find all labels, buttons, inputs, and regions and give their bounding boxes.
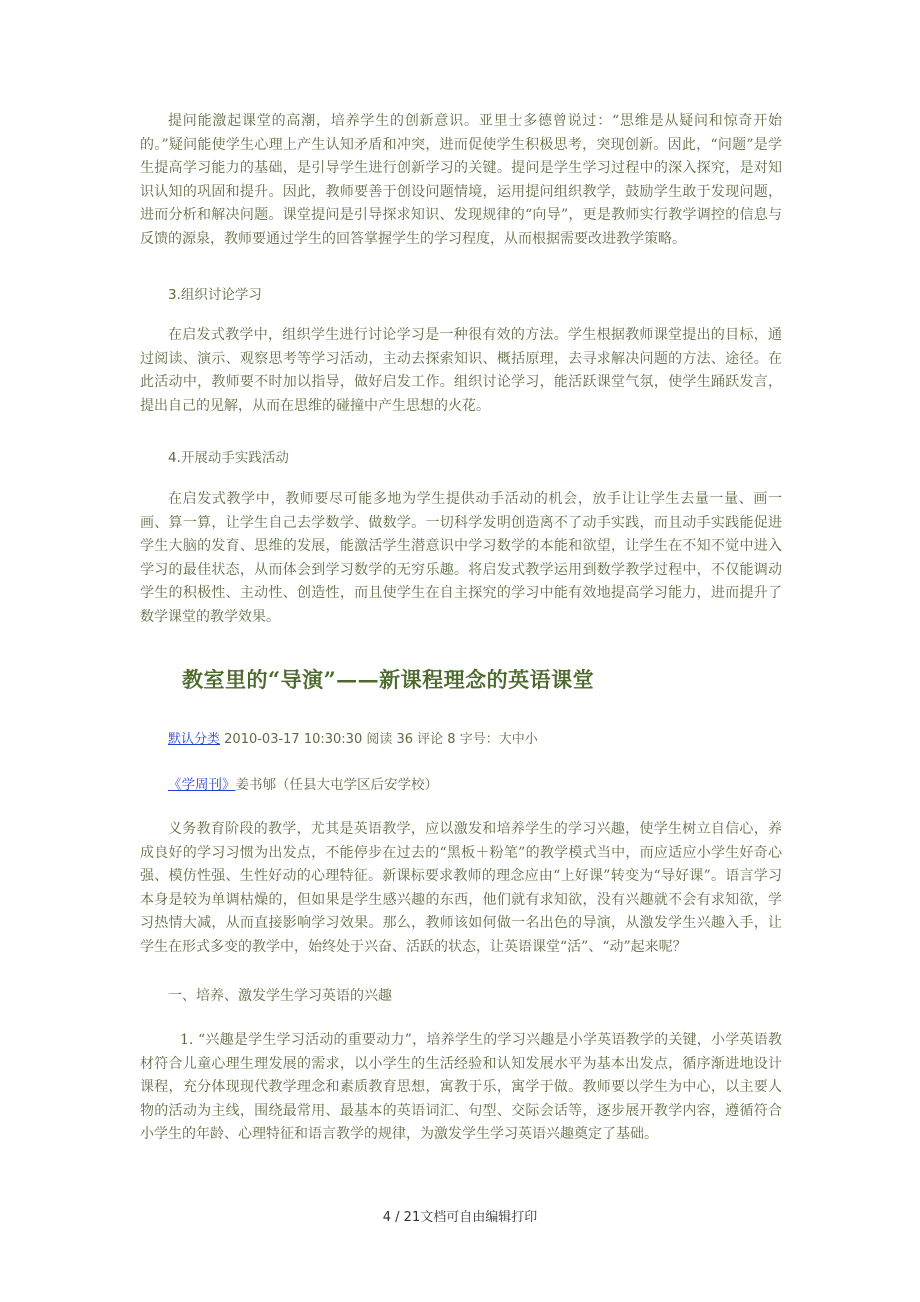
page-footer: 4 / 21文档可自由编辑打印 (382, 1210, 538, 1225)
paragraph-hands-on: 在启发式教学中，教师要尽可能多地为学生提供动手活动的机会，放手让让学生去量一量、画一画、算一算，让学生自己去学数学、做数学。一切科学发明创造离不了动手实践，而且动手实践能促进学生大脑的发育、思维的发展，能激活学生潜意识中学习数学的本能和欲望，让学生在不知不觉中进入学习的最佳状态，从而体会到学习数学的无穷乐趣。将启发式教学运用到数学教学过程中，不仅能调动学生的积极性、主动性、创造性，而且使学生在自主探究的学习中能有效地提高学习能力，进而提升了数学课堂的教学效果。 (140, 491, 782, 625)
paragraph-discussion: 在启发式教学中，组织学生进行讨论学习是一种很有效的方法。学生根据教师课堂提出的目标，通过阅读、演示、观察思考等学习活动，主动去探索知识、概括原理，去寻求解决问题的方法、途径。在此活动中，教师要不时加以指导，做好启发工作。组织讨论学习，能活跃课堂气氛，使学生踊跃发言，提出自己的见解，从而在思维的碰撞中产生思想的火花。 (140, 327, 782, 414)
meta-info: 2010-03-17 10:30:30 阅读 36 评论 8 字号：大中小 (220, 732, 538, 747)
paragraph-english-intro: 义务教育阶段的教学，尤其是英语教学，应以激发和培养学生的学习兴趣，使学生树立自信心，养成良好的学习习惯为出发点，不能停步在过去的“黑板＋粉笔”的教学模式当中，而应适应小学生好奇心强、模仿性强、生性好动的心理特征。新课标要求教师的理念应由“上好课”转变为“导好课”。语言学习本身是较为单调枯燥的，但如果是学生感兴趣的东西，他们就有求知欲，没有兴趣就不会有求知欲，学习热情大减，从而直接影响学习效果。那么，教师该如何做一名出色的导演，从激发学生兴趣入手，让学生在形式多变的教学中，始终处于兴奋、活跃的状态，让英语课堂“活”、“动”起来呢？ (140, 821, 782, 955)
author-info: 姜书郇（任县大屯学区后安学校） (235, 777, 438, 793)
paragraph-interest: 1. “兴趣是学生学习活动的重要动力”，培养学生的学习兴趣是小学英语教学的关键，小学英语教材符合儿童心理生理发展的需求，以小学生的生活经验和认知发展水平为基本出发点，循序渐进地设计课程，充分体现现代教学理念和素质教育思想，寓教于乐，寓学于做。教师要以学生为中心，以主要人物的活动为主线，围绕最常用、最基本的英语词汇、句型、交际会话等，逐步展开教学内容，遵循符合小学生的年龄、心理特征和语言教学的规律，为激发学生学习英语兴趣奠定了基础。 (140, 1032, 782, 1142)
heading-hands-on-practice: 4.开展动手实践活动 (168, 450, 289, 466)
article-title: 教室里的“导演”——新课程理念的英语课堂 (182, 667, 595, 692)
heading-organize-discussion: 3.组织讨论学习 (168, 287, 262, 303)
category-link[interactable]: 默认分类 (168, 732, 221, 747)
journal-link[interactable]: 《学周刊》 (168, 777, 236, 793)
article-meta (168, 728, 538, 747)
article-source (168, 773, 438, 793)
paragraph-questioning: 提问能激起课堂的高潮，培养学生的创新意识。亚里士多德曾说过：“思维是从疑问和惊奇开始的。”疑问能使学生心理上产生认知矛盾和冲突，进而促使学生积极思考，突现创新。因此，“问题”是学生提高学习能力的基础，是引导学生进行创新学习的关键。提问是学生学习过程中的深入探究，是对知识认知的巩固和提升。因此，教师要善于创设问题情境，运用提问组织教学，鼓励学生敢于发现问题，进而分析和解决问题。课堂提问是引导探求知识、发现规律的“向导”，更是教师实行教学调控的信息与反馈的源泉，教师要通过学生的回答掌握学生的学习程度，从而根据需要改进教学策略。 (140, 113, 782, 247)
section-heading-interest: 一、培养、激发学生学习英语的兴趣 (168, 988, 392, 1004)
